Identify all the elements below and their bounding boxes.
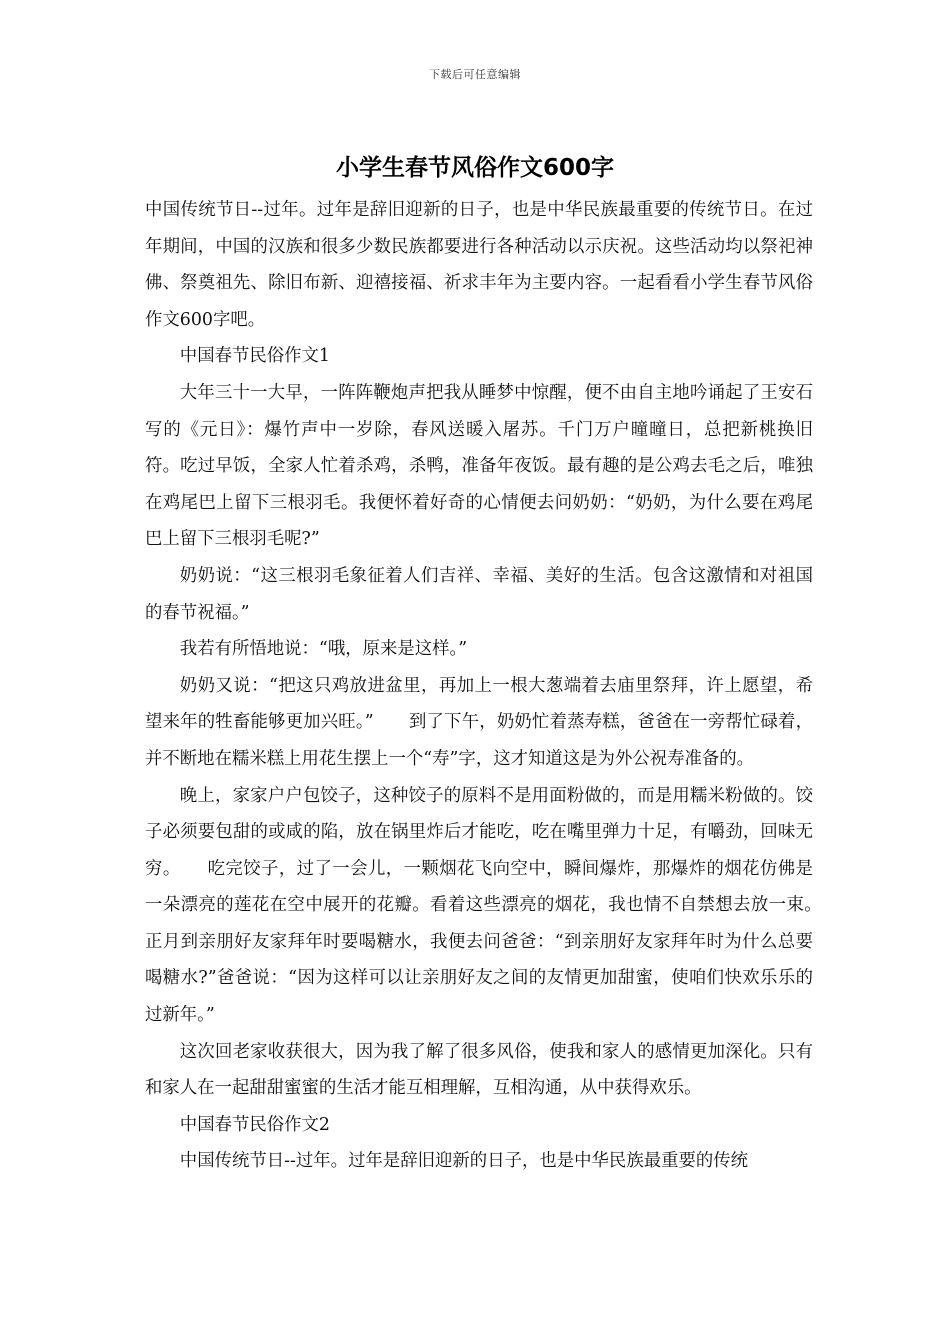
body-paragraph: 奶奶又说：“把这只鸡放进盆里，再加上一根大葱端着去庙里祭拜，许上愿望，希望来年的牲畜能够更加兴旺。” 到了下午，奶奶忙着蒸寿糕，爸爸在一旁帮忙碌着，并不断地在糯米糕上用花生摆上一个“寿”字，这才知道这是为外公祝寿准备的。 (145, 675, 813, 769)
body-paragraph: 中国传统节日--过年。过年是辞旧迎新的日子，也是中华民族最重要的传统 (179, 1151, 749, 1172)
body-paragraph: 晚上，家家户户包饺子，这种饺子的原料不是用面粉做的，而是用糯米粉做的。饺子必须要包甜的或咸的陷，放在锅里炸后才能吃，吃在嘴里弹力十足，有嚼劲，回味无穷。 吃完饺子，过了一会儿，一颗烟花飞向空中，瞬间爆炸，那爆炸的烟花仿佛是一朵漂亮的莲花在空中展开的花瓣。看着这些漂亮的烟花，我也情不自禁想去放一束。 正月到亲朋好友家拜年时要喝糖水，我便去问爸爸：“到亲朋好友家拜年时为什么总要喝糖水?”爸爸说：“因为这样可以让亲朋好友之间的友情更加甜蜜，使咱们快欢乐乐的过新年。” (145, 785, 848, 1026)
body-paragraph: 这次回老家收获很大，因为我了解了很多风俗，使我和家人的感情更加深化。只有和家人在一起甜甜蜜蜜的生活才能互相理解，互相沟通，从中获得欢乐。 (145, 1041, 813, 1099)
section-heading-2: 中国春节民俗作文2 (179, 1114, 330, 1135)
section-heading-1: 中国春节民俗作文1 (179, 346, 330, 367)
intro-paragraph: 中国传统节日--过年。过年是辞旧迎新的日子，也是中华民族最重要的传统节日。在过年期间，中国的汉族和很多少数民族都要进行各种活动以示庆祝。这些活动均以祭祀神佛、祭奠祖先、除旧布新、迎禧接福、祈求丰年为主要内容。一起看看小学生春节风俗作文600字吧。 (145, 200, 813, 330)
header-note: 下载后可任意编辑 (429, 68, 521, 81)
body-paragraph: 我若有所悟地说：“哦，原来是这样。” (179, 639, 468, 660)
body-paragraph: 奶奶说：“这三根羽毛象征着人们吉祥、幸福、美好的生活。包含这激情和对祖国的春节祝福。” (145, 565, 813, 623)
document-body (145, 192, 848, 1180)
body-paragraph: 大年三十一大早，一阵阵鞭炮声把我从睡梦中惊醒，便不由自主地吟诵起了王安石写的《元日》：爆竹声中一岁除，春风送暖入屠苏。千门万户曈曈日，总把新桃换旧符。吃过早饭，全家人忙着杀鸡，杀鸭，准备年夜饭。最有趣的是公鸡去毛之后，唯独在鸡尾巴上留下三根羽毛。我便怀着好奇的心情便去问奶奶：“奶奶，为什么要在鸡尾巴上留下三根羽毛呢?” (145, 382, 813, 550)
document-title: 小学生春节风俗作文600字 (335, 155, 614, 181)
